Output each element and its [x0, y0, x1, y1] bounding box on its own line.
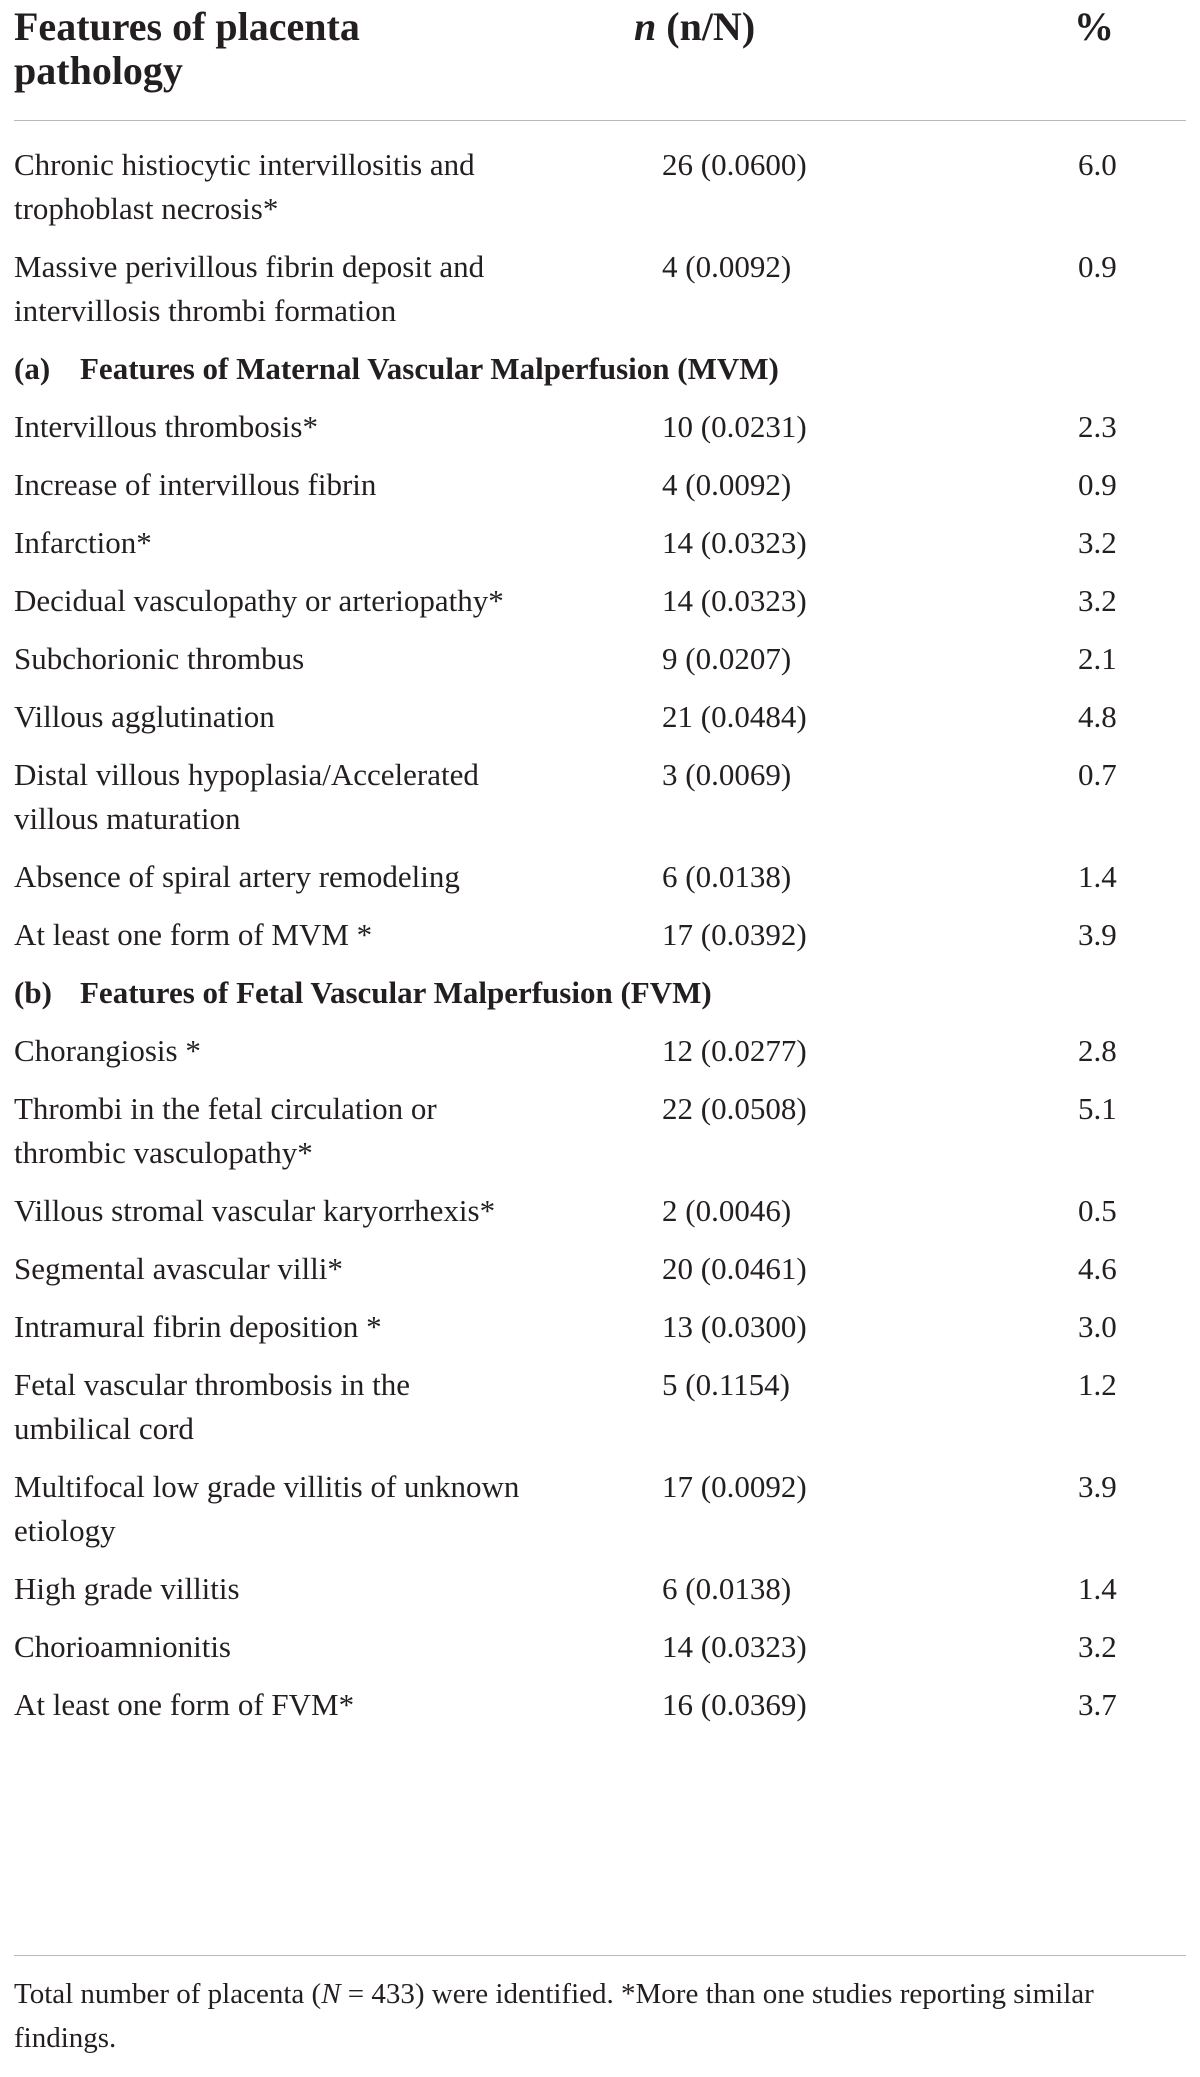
feature-cell: High grade villitis — [14, 1571, 240, 1606]
table-row — [14, 1567, 1186, 1611]
percent-cell: 3.2 — [1078, 1629, 1117, 1664]
feature-cell: Massive perivillous fibrin deposit and intervillosis thrombi formation — [14, 249, 485, 328]
percent-cell: 0.9 — [1078, 249, 1117, 284]
count-cell: 26 (0.0600) — [662, 147, 807, 182]
count-cell: 16 (0.0369) — [662, 1687, 807, 1722]
section-b-label: (b) — [14, 975, 52, 1010]
feature-cell: Increase of intervillous fibrin — [14, 467, 377, 502]
rows-top — [14, 143, 1186, 333]
table — [14, 0, 1186, 2054]
table-row — [14, 463, 1186, 507]
table-row — [14, 579, 1186, 623]
feature-cell: Chorangiosis * — [14, 1033, 201, 1068]
percent-cell: 1.4 — [1078, 859, 1117, 894]
header-count — [634, 5, 755, 49]
table-row — [14, 637, 1186, 681]
percent-cell: 0.7 — [1078, 757, 1117, 792]
table-row — [14, 1305, 1186, 1349]
count-cell: 2 (0.0046) — [662, 1193, 792, 1228]
feature-cell: At least one form of MVM * — [14, 917, 373, 952]
percent-cell: 2.1 — [1078, 641, 1117, 676]
count-cell: 14 (0.0323) — [662, 1629, 807, 1664]
table-row — [14, 405, 1186, 449]
section-a-label: (a) — [14, 351, 51, 386]
percent-cell: 2.8 — [1078, 1033, 1117, 1068]
percent-cell: 3.2 — [1078, 525, 1117, 560]
feature-cell: Distal villous hypoplasia/Accelerated villous maturation — [14, 757, 479, 836]
table-row — [14, 1247, 1186, 1291]
count-cell: 22 (0.0508) — [662, 1091, 807, 1126]
section-b-title: Features of Fetal Vascular Malperfusion (FVM) — [80, 975, 712, 1010]
count-cell: 6 (0.0138) — [662, 859, 792, 894]
percent-cell: 3.7 — [1078, 1687, 1117, 1722]
table-row — [14, 1189, 1186, 1233]
table-row — [14, 245, 1186, 333]
percent-cell: 3.0 — [1078, 1309, 1117, 1344]
feature-cell: Subchorionic thrombus — [14, 641, 305, 676]
section-a-heading — [14, 347, 1186, 391]
section-b-heading — [14, 971, 1186, 1015]
percent-cell: 0.5 — [1078, 1193, 1117, 1228]
count-cell: 13 (0.0300) — [662, 1309, 807, 1344]
percent-cell: 6.0 — [1078, 147, 1117, 182]
footnote-italic-n: N — [321, 1978, 341, 2010]
header-count-italic: n — [634, 4, 657, 49]
count-cell: 20 (0.0461) — [662, 1251, 807, 1286]
feature-cell: Chorioamnionitis — [14, 1629, 231, 1664]
table-row — [14, 143, 1186, 231]
table-body — [14, 121, 1186, 1727]
percent-cell: 2.3 — [1078, 409, 1117, 444]
percent-cell: 0.9 — [1078, 467, 1117, 502]
percent-cell: 4.8 — [1078, 699, 1117, 734]
percent-cell: 3.2 — [1078, 583, 1117, 618]
table-row — [14, 695, 1186, 739]
rows-section-a — [14, 405, 1186, 957]
section-a-title: Features of Maternal Vascular Malperfusion (MVM) — [80, 351, 779, 386]
feature-cell: Absence of spiral artery remodeling — [14, 859, 460, 894]
table-row — [14, 855, 1186, 899]
percent-cell: 5.1 — [1078, 1091, 1117, 1126]
table-row — [14, 753, 1186, 841]
count-cell: 14 (0.0323) — [662, 525, 807, 560]
feature-cell: Chronic histiocytic intervillositis and trophoblast necrosis* — [14, 147, 475, 226]
table-row — [14, 1363, 1186, 1451]
table-row — [14, 1029, 1186, 1073]
count-cell: 14 (0.0323) — [662, 583, 807, 618]
feature-cell: Intramural fibrin deposition * — [14, 1309, 382, 1344]
footnote-part2: = 433) were identified. *More than one studies reporting similar findings. — [14, 1978, 1094, 2054]
footnote-part1: Total number of placenta ( — [14, 1978, 322, 2010]
table-row — [14, 521, 1186, 565]
feature-cell: Intervillous thrombosis* — [14, 409, 318, 444]
count-cell: 4 (0.0092) — [662, 249, 792, 284]
header-count-rest: (n/N) — [656, 4, 756, 49]
feature-cell: At least one form of FVM* — [14, 1687, 355, 1722]
count-cell: 4 (0.0092) — [662, 467, 792, 502]
count-cell: 3 (0.0069) — [662, 757, 792, 792]
count-cell: 6 (0.0138) — [662, 1571, 792, 1606]
feature-cell: Fetal vascular thrombosis in the umbilical cord — [14, 1367, 411, 1446]
count-cell: 12 (0.0277) — [662, 1033, 807, 1068]
table-header — [14, 0, 1186, 121]
percent-cell: 4.6 — [1078, 1251, 1117, 1286]
table-row — [14, 1465, 1186, 1553]
header-features: Features of placenta pathology — [14, 4, 360, 93]
count-cell: 21 (0.0484) — [662, 699, 807, 734]
feature-cell: Infarction* — [14, 525, 152, 560]
feature-cell: Segmental avascular villi* — [14, 1251, 343, 1286]
header-percent: % — [1074, 4, 1114, 49]
table-row — [14, 1683, 1186, 1727]
percent-cell: 1.2 — [1078, 1367, 1117, 1402]
count-cell: 10 (0.0231) — [662, 409, 807, 444]
table-row — [14, 913, 1186, 957]
percent-cell: 1.4 — [1078, 1571, 1117, 1606]
table-footnote — [14, 1955, 1186, 2060]
feature-cell: Villous agglutination — [14, 699, 275, 734]
feature-cell: Thrombi in the fetal circulation or thrombic vasculopathy* — [14, 1091, 437, 1170]
percent-cell: 3.9 — [1078, 1469, 1117, 1504]
count-cell: 9 (0.0207) — [662, 641, 792, 676]
table-row — [14, 1625, 1186, 1669]
count-cell: 17 (0.0092) — [662, 1469, 807, 1504]
count-cell: 5 (0.1154) — [662, 1367, 790, 1402]
feature-cell: Decidual vasculopathy or arteriopathy* — [14, 583, 504, 618]
feature-cell: Villous stromal vascular karyorrhexis* — [14, 1193, 496, 1228]
count-cell: 17 (0.0392) — [662, 917, 807, 952]
percent-cell: 3.9 — [1078, 917, 1117, 952]
feature-cell: Multifocal low grade villitis of unknown etiology — [14, 1469, 520, 1548]
rows-section-b — [14, 1029, 1186, 1727]
table-row — [14, 1087, 1186, 1175]
